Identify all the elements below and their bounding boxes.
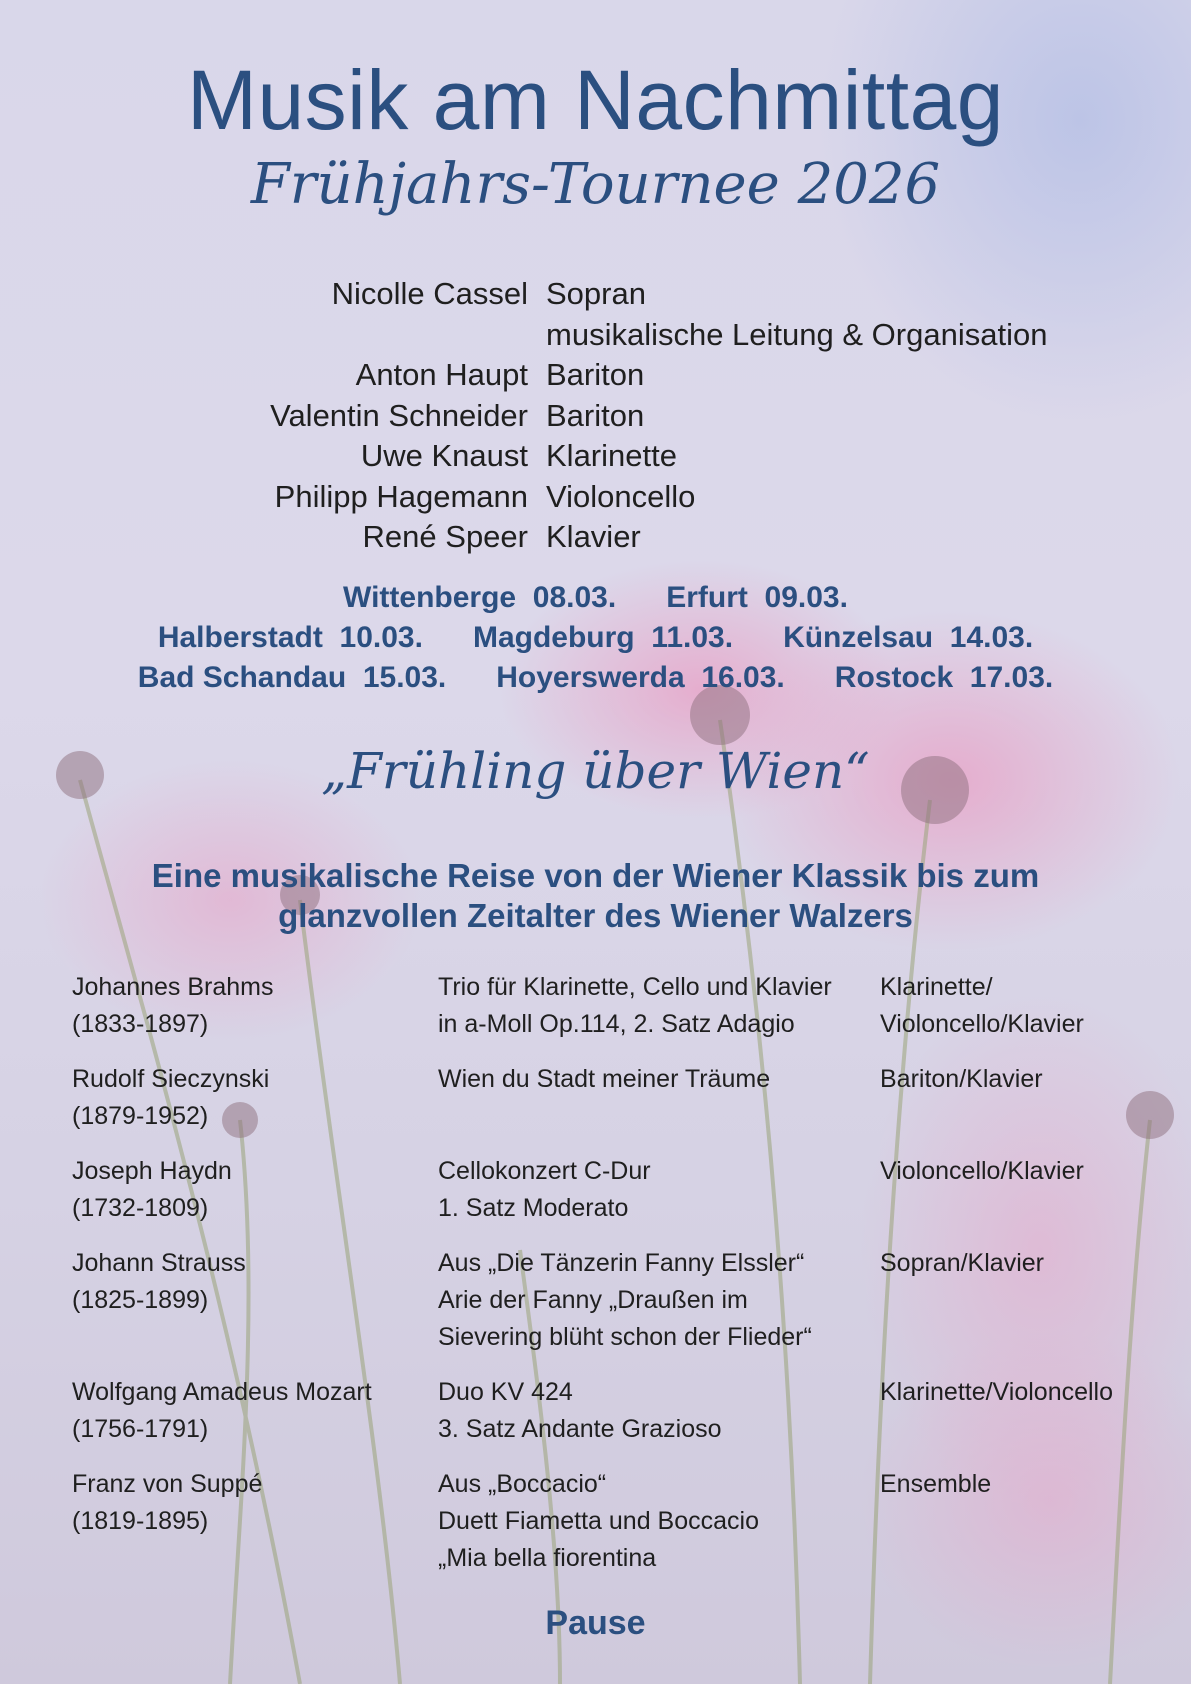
tour-stop: Wittenberge 08.03. — [343, 581, 617, 614]
tour-stop: Bad Schandau 15.03. — [137, 661, 447, 694]
composer-years: (1819-1895) — [72, 1507, 209, 1535]
cast-name: Uwe Knaust — [360, 438, 528, 473]
work-line: 3. Satz Andante Grazioso — [438, 1415, 722, 1443]
cast-list — [0, 274, 1191, 558]
cast-name: René Speer — [362, 519, 528, 554]
tour-subtitle: Frühjahrs-Tournee 2026 — [250, 152, 941, 217]
tour-stop: Hoyerswerda 16.03. — [496, 661, 785, 694]
program-item — [72, 1374, 1152, 1448]
work-line: Duo KV 424 — [438, 1378, 573, 1406]
work-line: 1. Satz Moderato — [438, 1194, 629, 1222]
instr-line: Klarinette/Violoncello — [880, 1378, 1114, 1406]
composer — [72, 1374, 432, 1448]
composer-years: (1833-1897) — [72, 1010, 209, 1038]
cast-name: Nicolle Cassel — [331, 276, 528, 311]
instrumentation — [880, 1061, 1170, 1098]
tagline-line: Eine musikalische Reise von der Wiener Klassik bis zum — [151, 857, 1040, 894]
cast-role: Bariton — [546, 397, 645, 433]
cast-row — [0, 355, 1191, 396]
instrumentation — [880, 1153, 1170, 1190]
composer-name: Rudolf Sieczynski — [72, 1065, 270, 1093]
tour-stop: Rostock 17.03. — [834, 661, 1054, 694]
work — [438, 1153, 878, 1227]
work-line: Aus „Boccacio“ — [438, 1470, 607, 1498]
composer-years: (1732-1809) — [72, 1194, 209, 1222]
composer — [72, 969, 432, 1043]
instr-line: Klarinette/ — [880, 973, 993, 1001]
instr-line: Violoncello/Klavier — [880, 1010, 1084, 1038]
cast-row — [0, 517, 1191, 558]
work-line: Aus „Die Tänzerin Fanny Elssler“ — [438, 1249, 805, 1277]
composer-name: Johann Strauss — [72, 1249, 246, 1277]
cast-row — [0, 436, 1191, 477]
cast-row — [0, 477, 1191, 518]
cast-row — [0, 396, 1191, 437]
tour-line — [0, 658, 1191, 698]
program-list — [72, 969, 1152, 1595]
tour-line — [0, 618, 1191, 658]
work — [438, 1245, 878, 1356]
page-title: Musik am Nachmittag — [186, 53, 1005, 147]
cast-role: Klarinette — [546, 438, 677, 473]
cast-role: Bariton — [546, 357, 645, 392]
instr-line: Sopran/Klavier — [880, 1249, 1044, 1277]
composer — [72, 1061, 432, 1135]
work — [438, 1466, 878, 1577]
program-motto: „Frühling über Wien“ — [321, 742, 870, 800]
instrumentation — [880, 1466, 1170, 1503]
composer-name: Joseph Haydn — [72, 1157, 232, 1185]
cast-role: Klavier — [546, 519, 641, 554]
tour-stop: Erfurt 09.03. — [666, 581, 848, 614]
tour-line — [0, 578, 1191, 618]
cast-row — [0, 274, 1191, 315]
composer-name: Wolfgang Amadeus Mozart — [72, 1378, 372, 1406]
program-item — [72, 1061, 1152, 1135]
cast-name: Valentin Schneider — [270, 397, 528, 433]
cast-name: Anton Haupt — [355, 357, 528, 392]
work-line: „Mia bella fiorentina — [438, 1544, 657, 1572]
cast-name: Philipp Hagemann — [274, 478, 528, 514]
tour-stop: Künzelsau 14.03. — [783, 621, 1034, 654]
work-line: Trio für Klarinette, Cello und Klavier — [438, 973, 832, 1001]
work-line: Duett Fiametta und Boccacio — [438, 1507, 759, 1535]
composer — [72, 1153, 432, 1227]
tour-stop: Magdeburg 11.03. — [472, 621, 734, 654]
instr-line: Ensemble — [880, 1470, 992, 1498]
cast-row — [0, 315, 1191, 356]
composer — [72, 1245, 432, 1319]
cast-role: Violoncello — [546, 478, 696, 514]
work — [438, 1374, 878, 1448]
tour-dates — [0, 578, 1191, 698]
work — [438, 1061, 878, 1098]
program-item — [72, 1466, 1152, 1577]
instr-line: Bariton/Klavier — [880, 1065, 1043, 1093]
cast-role: musikalische Leitung & Organisation — [546, 316, 1048, 352]
work-line: Sievering blüht schon der Flieder“ — [438, 1323, 812, 1351]
work-line: Cellokonzert C-Dur — [438, 1157, 651, 1185]
work — [438, 969, 878, 1043]
pause-label: Pause — [545, 1604, 646, 1642]
composer-name: Franz von Suppé — [72, 1470, 263, 1498]
instrumentation — [880, 969, 1170, 1043]
composer-years: (1879-1952) — [72, 1102, 209, 1130]
instrumentation — [880, 1374, 1170, 1411]
composer-name: Johannes Brahms — [72, 973, 274, 1001]
instrumentation — [880, 1245, 1170, 1282]
program-item — [72, 1245, 1152, 1356]
composer — [72, 1466, 432, 1540]
work-line: Wien du Stadt meiner Träume — [438, 1065, 771, 1093]
program-item — [72, 1153, 1152, 1227]
tagline-line: glanzvollen Zeitalter des Wiener Walzers — [278, 897, 913, 934]
program-item — [72, 969, 1152, 1043]
composer-years: (1825-1899) — [72, 1286, 209, 1314]
work-line: Arie der Fanny „Draußen im — [438, 1286, 748, 1314]
work-line: in a-Moll Op.114, 2. Satz Adagio — [438, 1010, 795, 1038]
tour-stop: Halberstadt 10.03. — [157, 621, 423, 654]
cast-role: Sopran — [546, 276, 646, 311]
instr-line: Violoncello/Klavier — [880, 1157, 1084, 1185]
composer-years: (1756-1791) — [72, 1415, 209, 1443]
program-tagline — [0, 856, 1191, 936]
